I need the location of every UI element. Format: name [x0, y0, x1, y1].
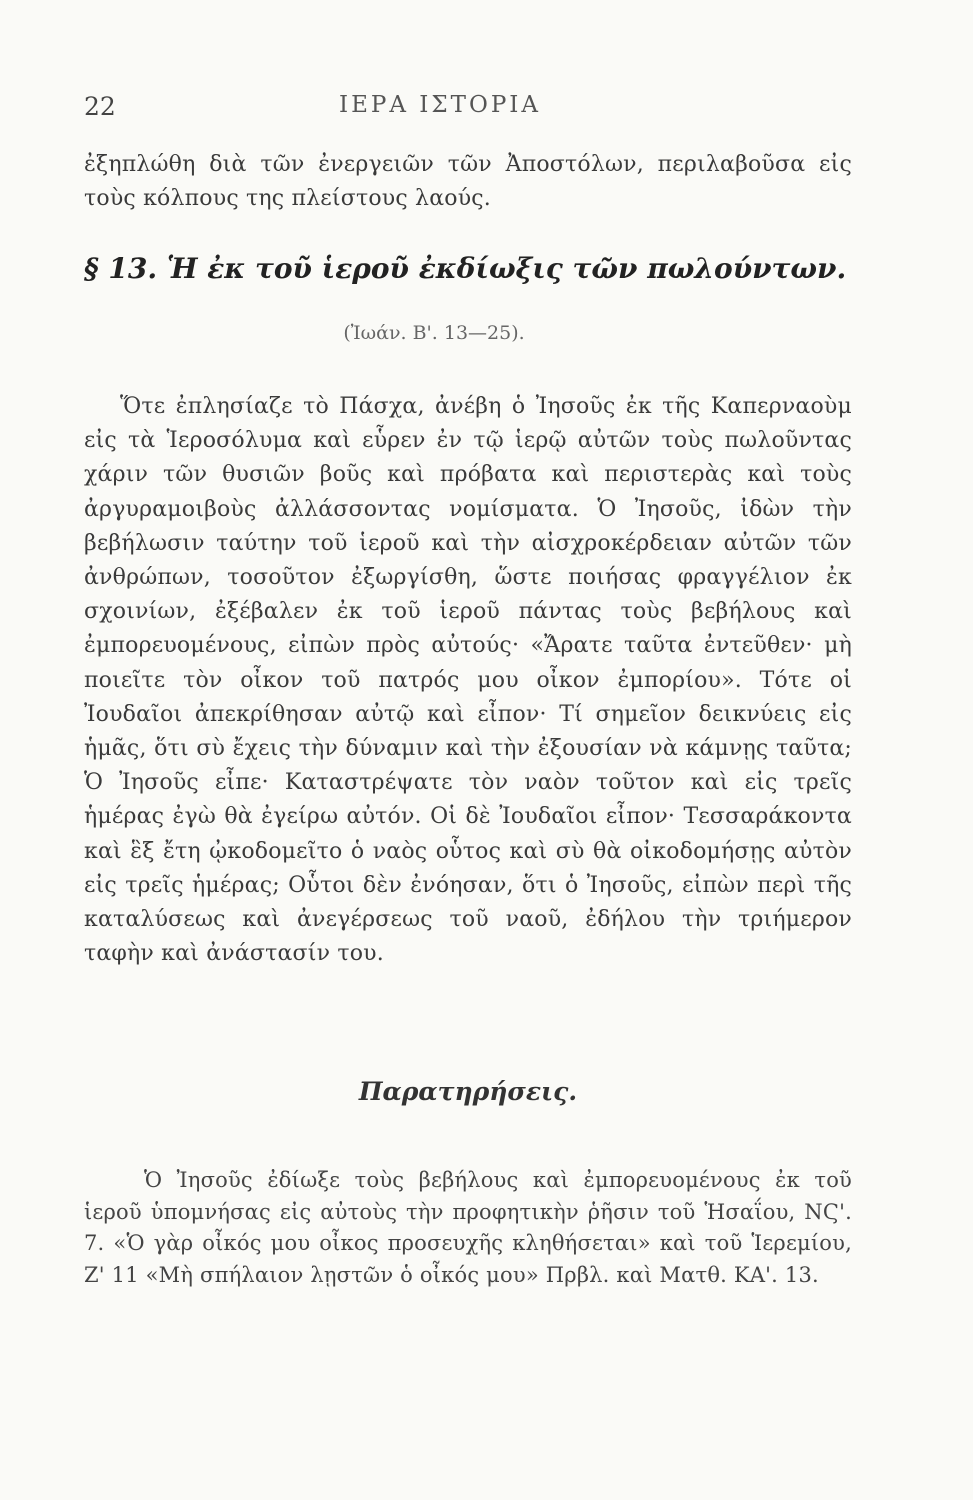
running-title: ΙΕΡΑ ΙΣΤΟΡΙΑ — [339, 92, 541, 118]
section-title: § 13. Ἡ ἐκ τοῦ ἱεροῦ ἐκδίωξις τῶν πωλούντων. — [84, 252, 847, 285]
main-paragraph: Ὅτε ἐπλησίαζε τὸ Πάσχα, ἀνέβη ὁ Ἰησοῦς ἐκ τῆς Καπερναοὺμ εἰς τὰ Ἱεροσόλυμα καὶ εὗρεν ἐν τῷ ἱερῷ αὐτῶν τοὺς πωλοῦντας χάριν τῶν θυσιῶν βοῦς καὶ πρόβατα καὶ περιστερὰς καὶ τοὺς ἀργυραμοιβοὺς ἀλλάσσοντας νομίσματα. Ὁ Ἰησοῦς, ἰδὼν τὴν βεβήλωσιν ταύτην τοῦ ἱεροῦ καὶ τὴν αἰσχροκέρδειαν αὐτῶν τῶν ἀνθρώπων, τοσοῦτον ἐξωργίσθη, ὥστε ποιήσας φραγγέλιον ἐκ σχοινίων, ἐξέβαλεν ἐκ τοῦ ἱεροῦ πάντας τοὺς βεβήλους καὶ ἐμπορευομένους, εἰπὼν πρὸς αὐτούς· «Ἄρατε ταῦτα ἐντεῦθεν· μὴ ποιεῖτε τὸν οἶκον τοῦ πατρός μου οἶκον ἐμπορίου». Τότε οἱ Ἰουδαῖοι ἀπεκρίθησαν αὐτῷ καὶ εἶπον· Τί σημεῖον δεικνύεις εἰς ἡμᾶς, ὅτι σὺ ἔχεις τὴν δύναμιν καὶ τὴν ἐξουσίαν νὰ κάμνῃς ταῦτα; Ὁ Ἰησοῦς εἶπε· Καταστρέψατε τὸν ναὸν τοῦτον καὶ εἰς τρεῖς ἡμέρας ἐγὼ θὰ ἐγείρω αὐτόν. Οἱ δὲ Ἰουδαῖοι εἶπον· Τεσσαράκοντα καὶ ἓξ ἔτη ᾠκοδομεῖτο ὁ ναὸς οὗτος καὶ σὺ θὰ οἰκοδομήσῃς αὐτὸν εἰς τρεῖς ἡμέρας; Οὗτοι δὲν ἐνόησαν, ὅτι ὁ Ἰησοῦς, εἰπὼν περὶ τῆς καταλύσεως καὶ ἀνεγέρσεως τοῦ ναοῦ, ἐδήλου τὴν τριήμερον ταφὴν καὶ ἀνάστασίν του. — [84, 394, 852, 967]
intro-paragraph: ἐξηπλώθη διὰ τῶν ἐνεργειῶν τῶν Ἀποστόλων, περιλαβοῦσα εἰς τοὺς κόλπους της πλείστους λαούς. — [84, 152, 852, 212]
remarks-heading: Παρατηρήσεις. — [358, 1077, 578, 1106]
scripture-reference: (Ἰωάν. Β'. 13—25). — [343, 322, 525, 344]
page-header — [84, 92, 854, 121]
remarks-paragraph: Ὁ Ἰησοῦς ἐδίωξε τοὺς βεβήλους καὶ ἐμπορευομένους ἐκ τοῦ ἱεροῦ ὑπομνήσας εἰς αὐτοὺς τὴν προφητικὴν ῥῆσιν τοῦ Ἡσαΐου, ΝϚ'. 7. «Ὁ γὰρ οἶκός μου οἶκος προσευχῆς κληθήσεται» καὶ τοῦ Ἱερεμίου, Ζ' 11 «Μὴ σπήλαιον λῃστῶν ὁ οἶκός μου» Πρβλ. καὶ Ματθ. ΚΑ'. 13. — [84, 1168, 852, 1287]
page-number: 22 — [84, 92, 116, 121]
